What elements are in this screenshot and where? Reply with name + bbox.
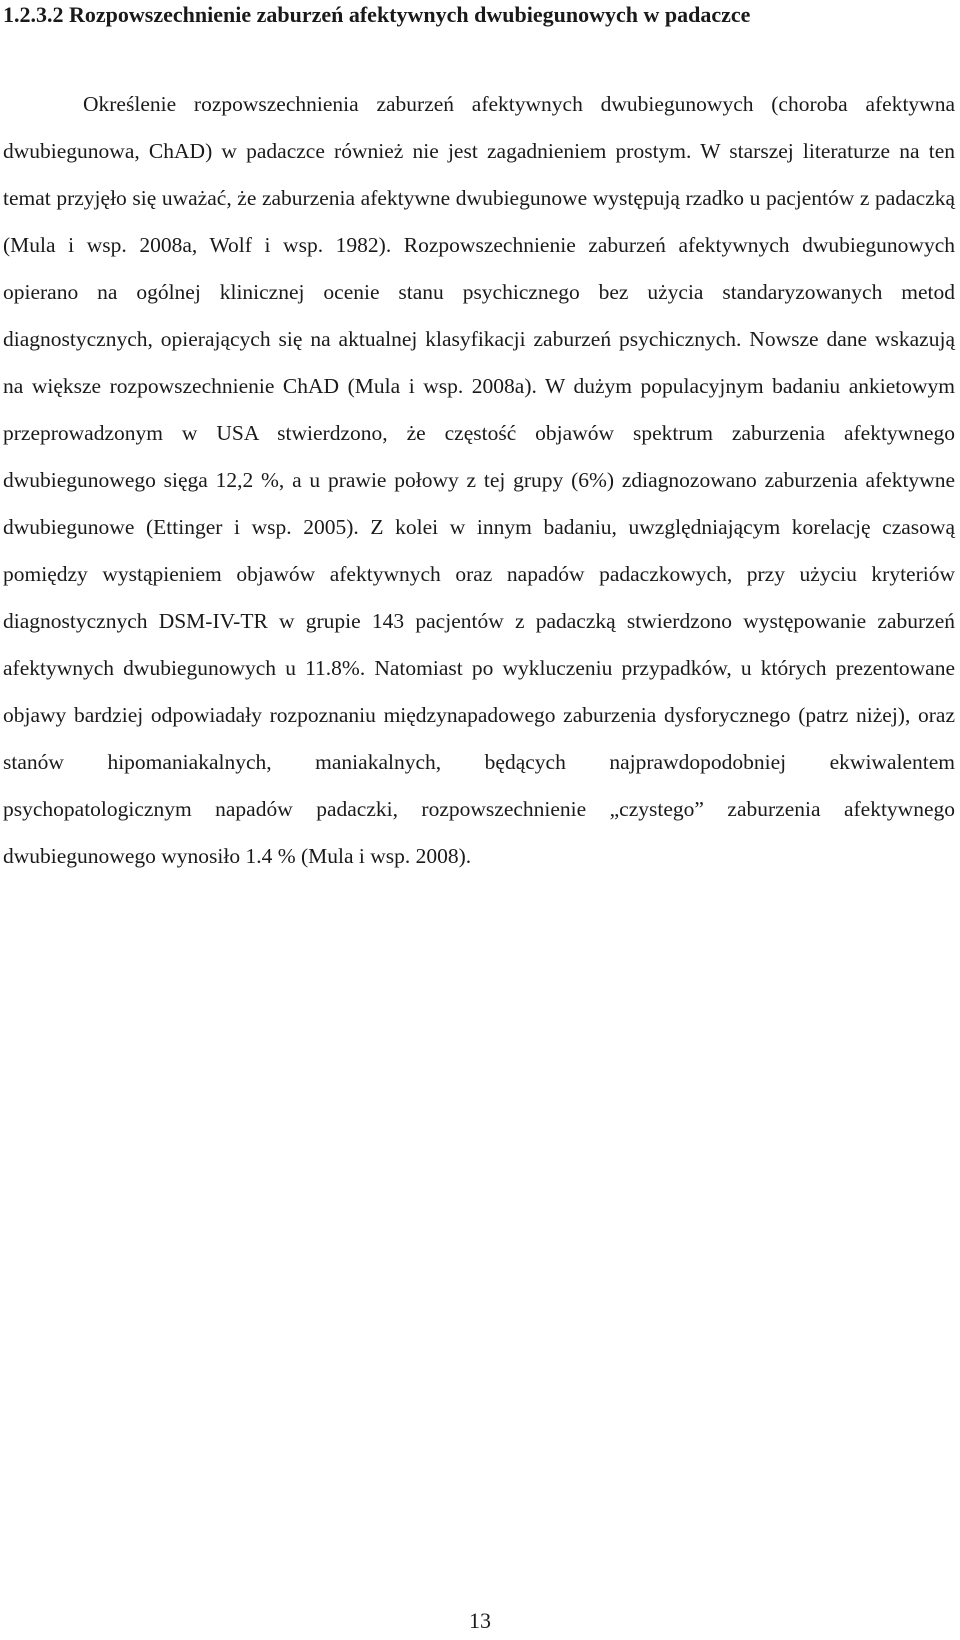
section-heading: 1.2.3.2 Rozpowszechnienie zaburzeń afektywnych dwubiegunowych w padaczce [3,2,751,27]
page-number: 13 [469,1608,491,1633]
body-paragraph: Określenie rozpowszechnienia zaburzeń afektywnych dwubiegunowych (choroba afektywna dwubiegunowa, ChAD) w padaczce również nie jest zagadnieniem prostym. W starszej literaturze na ten temat przyjęło się uważać, że zaburzenia afektywne dwubiegunowe występują rzadko u pacjentów z padaczką (Mula i wsp. 2008a, Wolf i wsp. 1982). Rozpowszechnienie zaburzeń afektywnych dwubiegunowych opierano na ogólnej klinicznej ocenie stanu psychicznego bez użycia standaryzowanych metod diagnostycznych, opierających się na aktualnej klasyfikacji zaburzeń psychicznych. Nowsze dane wskazują na większe rozpowszechnienie ChAD (Mula i wsp. 2008a). W dużym populacyjnym badaniu ankietowym przeprowadzonym w USA stwierdzono, że częstość objawów spektrum zaburzenia afektywnego dwubiegunowego sięga 12,2 %, a u prawie połowy z tej grupy (6%) zdiagnozowano zaburzenia afektywne dwubiegunowe (Ettinger i wsp. 2005). Z kolei w innym badaniu, uwzględniającym korelację czasową pomiędzy wystąpieniem objawów afektywnych oraz napadów padaczkowych, przy użyciu kryteriów diagnostycznych DSM-IV-TR w grupie 143 pacjentów z padaczką stwierdzono występowanie zaburzeń afektywnych dwubiegunowych u 11.8%. Natomiast po wykluczeniu przypadków, u których prezentowane objawy bardziej odpowiadały rozpoznaniu międzynapadowego zaburzenia dysforycznego (patrz niżej), oraz stanów hipomaniakalnych, maniakalnych, będących najprawdopodobniej ekwiwalentem psychopatologicznym napadów padaczki, rozpowszechnienie „czystego” zaburzenia afektywnego dwubiegunowego wynosiło 1.4 % (Mula i wsp. 2008). [3,92,955,868]
